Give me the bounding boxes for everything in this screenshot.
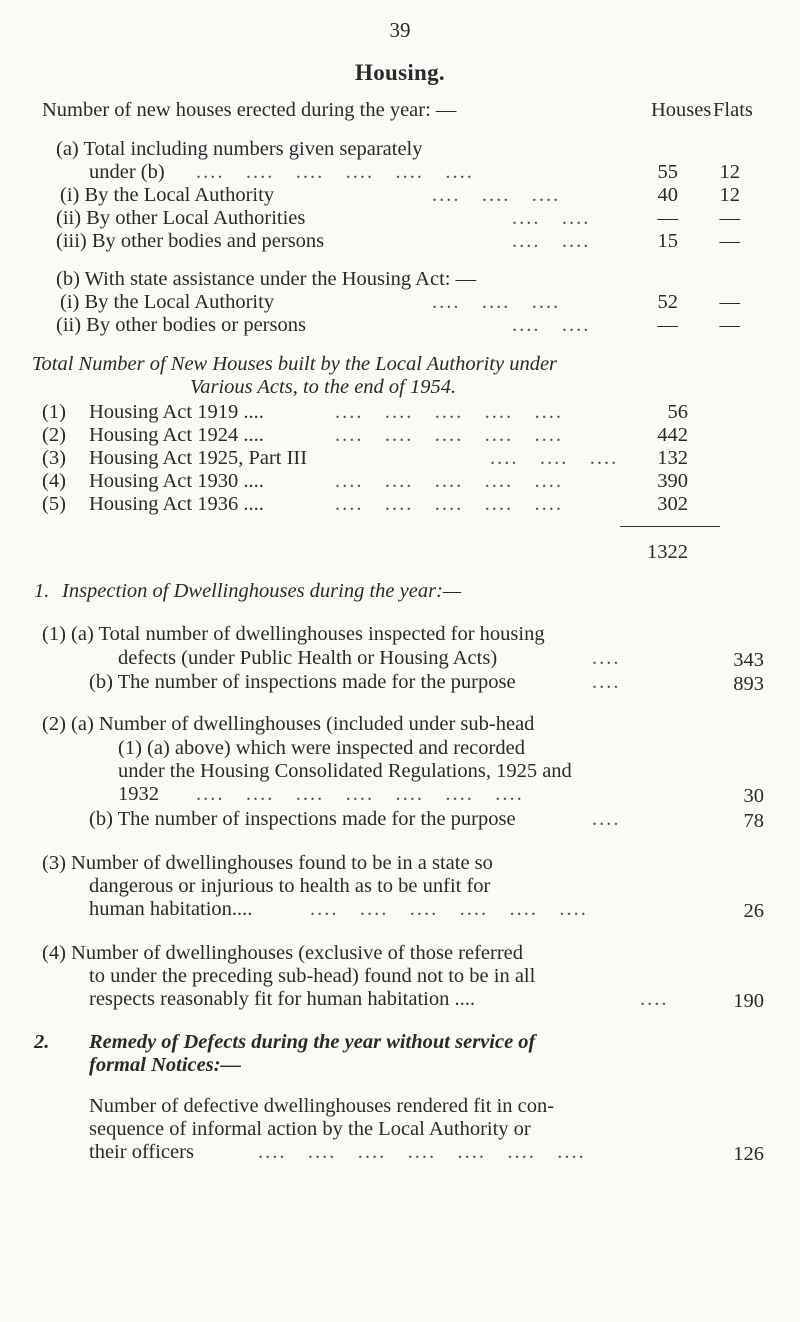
total-rule: [620, 526, 720, 527]
row-a-houses: 55: [657, 161, 678, 183]
act-row-label: Housing Act 1919 ....: [89, 401, 264, 423]
row-a-flats: 12: [719, 161, 740, 183]
row-b-ii-houses: —: [657, 314, 678, 336]
row-a-ii-flats: —: [719, 207, 740, 229]
leader-dots: ....: [592, 671, 621, 693]
row-a-i-flats: 12: [719, 184, 740, 206]
total-heading-line1: Total Number of New Houses built by the Local Authority under: [32, 353, 558, 375]
remedy-heading-num: 2.: [34, 1031, 50, 1053]
act-row-label: Housing Act 1925, Part III: [89, 447, 308, 469]
item1a-line1: (1) (a) Total number of dwellinghouses inspected for housing: [42, 623, 545, 645]
remedy-value: 126: [733, 1143, 764, 1165]
leader-dots: .... .... .... .... .... .... ....: [196, 783, 524, 805]
act-row-num: (4): [42, 470, 66, 492]
leader-dots: ....: [592, 647, 621, 669]
remedy-heading-line2: formal Notices:—: [89, 1054, 242, 1076]
page-title: Housing.: [355, 60, 445, 85]
row-a-i-houses: 40: [657, 184, 678, 206]
total-heading-line2: Various Acts, to the end of 1954.: [190, 376, 457, 398]
row-a-iii-flats: —: [719, 230, 740, 252]
item2b-value: 78: [743, 810, 764, 832]
act-row-value: 390: [657, 470, 688, 492]
leader-dots: ....: [640, 988, 669, 1010]
inspection-heading-num: 1.: [34, 580, 50, 602]
item3-line1: (3) Number of dwellinghouses found to be in a state so: [42, 852, 493, 874]
row-a-iii-label: (iii) By other bodies and persons: [56, 230, 325, 252]
item4-line2: to under the preceding sub-head) found not to be in all: [89, 965, 536, 987]
item4-value: 190: [733, 990, 764, 1012]
leader-dots: .... .... ....: [490, 447, 619, 469]
leader-dots: .... ....: [512, 230, 591, 252]
leader-dots: .... .... .... .... .... .... ....: [258, 1141, 586, 1163]
remedy-text-line2: sequence of informal action by the Local Authority or: [89, 1118, 531, 1140]
item3-value: 26: [743, 900, 764, 922]
leader-dots: .... ....: [512, 314, 591, 336]
item2a-line1: (2) (a) Number of dwellinghouses (included under sub-head: [42, 713, 535, 735]
row-a-ii-houses: —: [657, 207, 678, 229]
act-row-num: (2): [42, 424, 66, 446]
row-b-i-label: (i) By the Local Authority: [60, 291, 275, 313]
leader-dots: .... .... .... .... .... ....: [196, 161, 474, 183]
row-a-i-label: (i) By the Local Authority: [60, 184, 275, 206]
item2a-value: 30: [743, 785, 764, 807]
act-row-num: (5): [42, 493, 66, 515]
item2a-line4: 1932: [118, 783, 159, 805]
item1a-line2: defects (under Public Health or Housing Acts): [118, 647, 498, 669]
leader-dots: .... .... .... .... .... ....: [310, 898, 588, 920]
act-row-label: Housing Act 1930 ....: [89, 470, 264, 492]
leader-dots: .... .... .... .... ....: [335, 493, 563, 515]
inspection-heading: Inspection of Dwellinghouses during the year:—: [62, 580, 462, 602]
remedy-text-line1: Number of defective dwellinghouses rendered fit in con-: [89, 1095, 555, 1117]
item4-line1: (4) Number of dwellinghouses (exclusive of those referred: [42, 942, 524, 964]
leader-dots: .... ....: [512, 207, 591, 229]
item3-line3: human habitation....: [89, 898, 253, 920]
leader-dots: .... .... .... .... ....: [335, 470, 563, 492]
row-a-label-line2: under (b): [89, 161, 165, 183]
item1b-label: (b) The number of inspections made for the purpose: [89, 671, 516, 693]
leader-dots: .... .... ....: [432, 291, 561, 313]
houses-erected-heading: Number of new houses erected during the year: —: [42, 99, 457, 121]
item2a-line3: under the Housing Consolidated Regulations, 1925 and: [118, 760, 572, 782]
col-houses-header: Houses: [651, 99, 712, 121]
page-number: 39: [389, 18, 411, 42]
row-a-iii-houses: 15: [657, 230, 678, 252]
act-row-num: (3): [42, 447, 66, 469]
act-row-value: 442: [657, 424, 688, 446]
item1b-value: 893: [733, 673, 764, 695]
row-b-i-houses: 52: [657, 291, 678, 313]
leader-dots: ....: [592, 808, 621, 830]
row-b-ii-flats: —: [719, 314, 740, 336]
row-b-ii-label: (ii) By other bodies or persons: [56, 314, 306, 336]
item4-line3: respects reasonably fit for human habitation ....: [89, 988, 475, 1010]
act-row-label: Housing Act 1936 ....: [89, 493, 264, 515]
item2a-line2: (1) (a) above) which were inspected and recorded: [118, 737, 525, 759]
row-b-heading: (b) With state assistance under the Housing Act: —: [56, 268, 477, 290]
row-a-ii-label: (ii) By other Local Authorities: [56, 207, 306, 229]
act-row-value: 302: [657, 493, 688, 515]
remedy-heading-line1: Remedy of Defects during the year without service of: [89, 1031, 536, 1053]
act-row-value: 132: [657, 447, 688, 469]
remedy-text-line3: their officers: [89, 1141, 194, 1163]
act-row-value: 56: [667, 401, 688, 423]
leader-dots: .... .... .... .... ....: [335, 424, 563, 446]
leader-dots: .... .... .... .... ....: [335, 401, 563, 423]
total-value: 1322: [647, 541, 688, 563]
act-row-label: Housing Act 1924 ....: [89, 424, 264, 446]
col-flats-header: Flats: [713, 99, 753, 121]
row-b-i-flats: —: [719, 291, 740, 313]
item2b-label: (b) The number of inspections made for the purpose: [89, 808, 516, 830]
item1a-value: 343: [733, 649, 764, 671]
act-row-num: (1): [42, 401, 66, 423]
item3-line2: dangerous or injurious to health as to be unfit for: [89, 875, 491, 897]
leader-dots: .... .... ....: [432, 184, 561, 206]
row-a-label-line1: (a) Total including numbers given separately: [56, 138, 423, 160]
